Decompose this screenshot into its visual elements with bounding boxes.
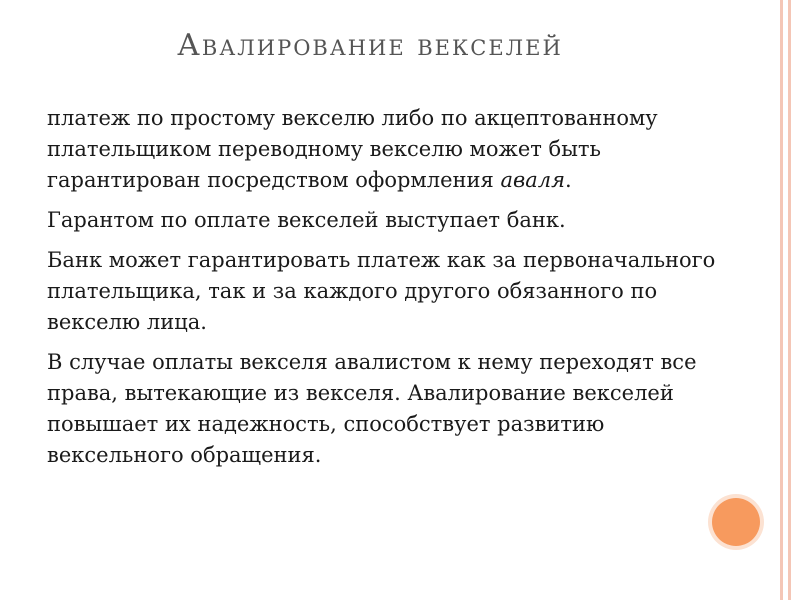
slide-body: [47, 103, 727, 480]
paragraph-1-end: .: [565, 168, 572, 192]
paragraph-3: Банк может гарантировать платеж как за первоначального плательщика, так и за каждого другого обязанного по векселю лица.: [47, 248, 716, 334]
paragraph-1-text: платеж по простому векселю либо по акцептованному плательщиком переводному векселю может быть гарантирован посредством оформления: [47, 106, 658, 192]
slide-title: Авалирование векселей: [177, 28, 563, 63]
paragraph-2: Гарантом по оплате векселей выступает банк.: [47, 208, 566, 232]
paragraph-1: [47, 103, 727, 196]
paragraph-1-emphasis: аваля: [500, 168, 565, 192]
decorative-circle: [712, 498, 760, 546]
paragraph-4: В случае оплаты векселя авалистом к нему переходят все права, вытекающие из векселя. Авалирование векселей повышает их надежность, способствует развитию вексельного обращения.: [47, 350, 697, 467]
decorative-frame-line-inner: [788, 0, 791, 600]
decorative-frame-line-outer: [780, 0, 783, 600]
